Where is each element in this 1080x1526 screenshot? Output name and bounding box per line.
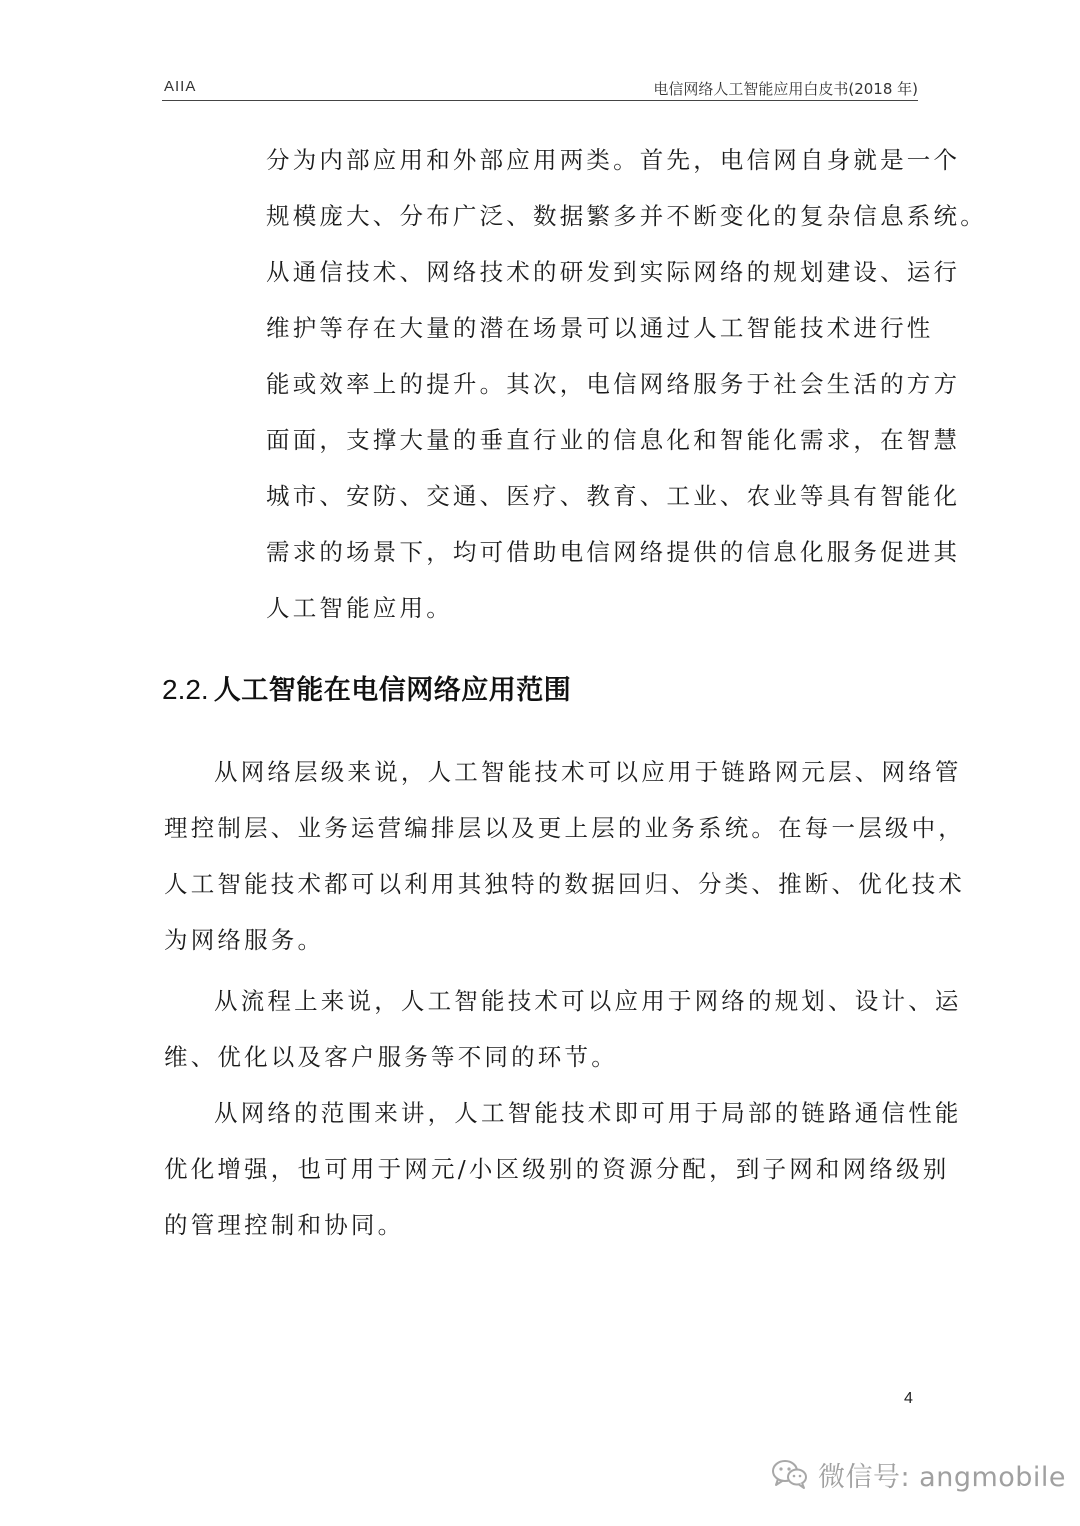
paragraph-process: [164, 973, 962, 1085]
header-document-title: 电信网络人工智能应用白皮书(2018 年): [653, 80, 918, 98]
paragraph-line: 人工智能应用。: [266, 594, 453, 622]
paragraph-line: 从网络的范围来讲，人工智能技术即可用于局部的链路通信性能: [214, 1099, 962, 1127]
paragraph-line: 从流程上来说，人工智能技术可以应用于网络的规划、设计、运: [214, 987, 962, 1015]
paragraph-line: 面面，支撑大量的垂直行业的信息化和智能化需求，在智慧: [266, 426, 961, 454]
paragraph-line: 维、优化以及客户服务等不同的环节。: [164, 1043, 618, 1071]
paragraph-line: 从通信技术、网络技术的研发到实际网络的规划建设、运行: [266, 258, 961, 286]
paragraph-line: 人工智能技术都可以利用其独特的数据回归、分类、推断、优化技术: [164, 870, 965, 898]
paragraph-line: 的管理控制和协同。: [164, 1211, 405, 1239]
section-title: 人工智能在电信网络应用范围: [213, 675, 572, 706]
paragraph-line: 需求的场景下，均可借助电信网络提供的信息化服务促进其: [266, 538, 961, 566]
section-number: 2.2.: [162, 674, 209, 705]
page-header: [162, 76, 918, 101]
paragraph-line: 规模庞大、分布广泛、数据繁多并不断变化的复杂信息系统。: [266, 202, 987, 230]
paragraph-line: 为网络服务。: [164, 926, 325, 954]
paragraph-line: 分为内部应用和外部应用两类。首先，电信网自身就是一个: [266, 146, 961, 174]
wechat-icon: [770, 1458, 810, 1490]
paragraph-line: 理控制层、业务运营编排层以及更上层的业务系统。在每一层级中，: [164, 814, 965, 842]
page-number: 4: [904, 1390, 913, 1407]
paragraph-network-level: [164, 744, 965, 968]
paragraph-network-scope: [164, 1085, 962, 1253]
paragraph-line: 优化增强，也可用于网元/小区级别的资源分配，到子网和网络级别: [164, 1155, 950, 1183]
header-org: AIIA: [164, 78, 197, 95]
paragraph-line: 从网络层级来说，人工智能技术可以应用于链路网元层、网络管: [214, 758, 962, 786]
paragraph-line: 城市、安防、交通、医疗、教育、工业、农业等具有智能化: [266, 482, 961, 510]
paragraph-line: 能或效率上的提升。其次，电信网络服务于社会生活的方方: [266, 370, 961, 398]
section-heading: [162, 668, 571, 714]
paragraph-line: 维护等存在大量的潜在场景可以通过人工智能技术进行性: [266, 314, 934, 342]
paragraph-intro: [266, 132, 987, 636]
wechat-watermark: [770, 1450, 1066, 1498]
watermark-text: 微信号: angmobile: [818, 1461, 1067, 1493]
